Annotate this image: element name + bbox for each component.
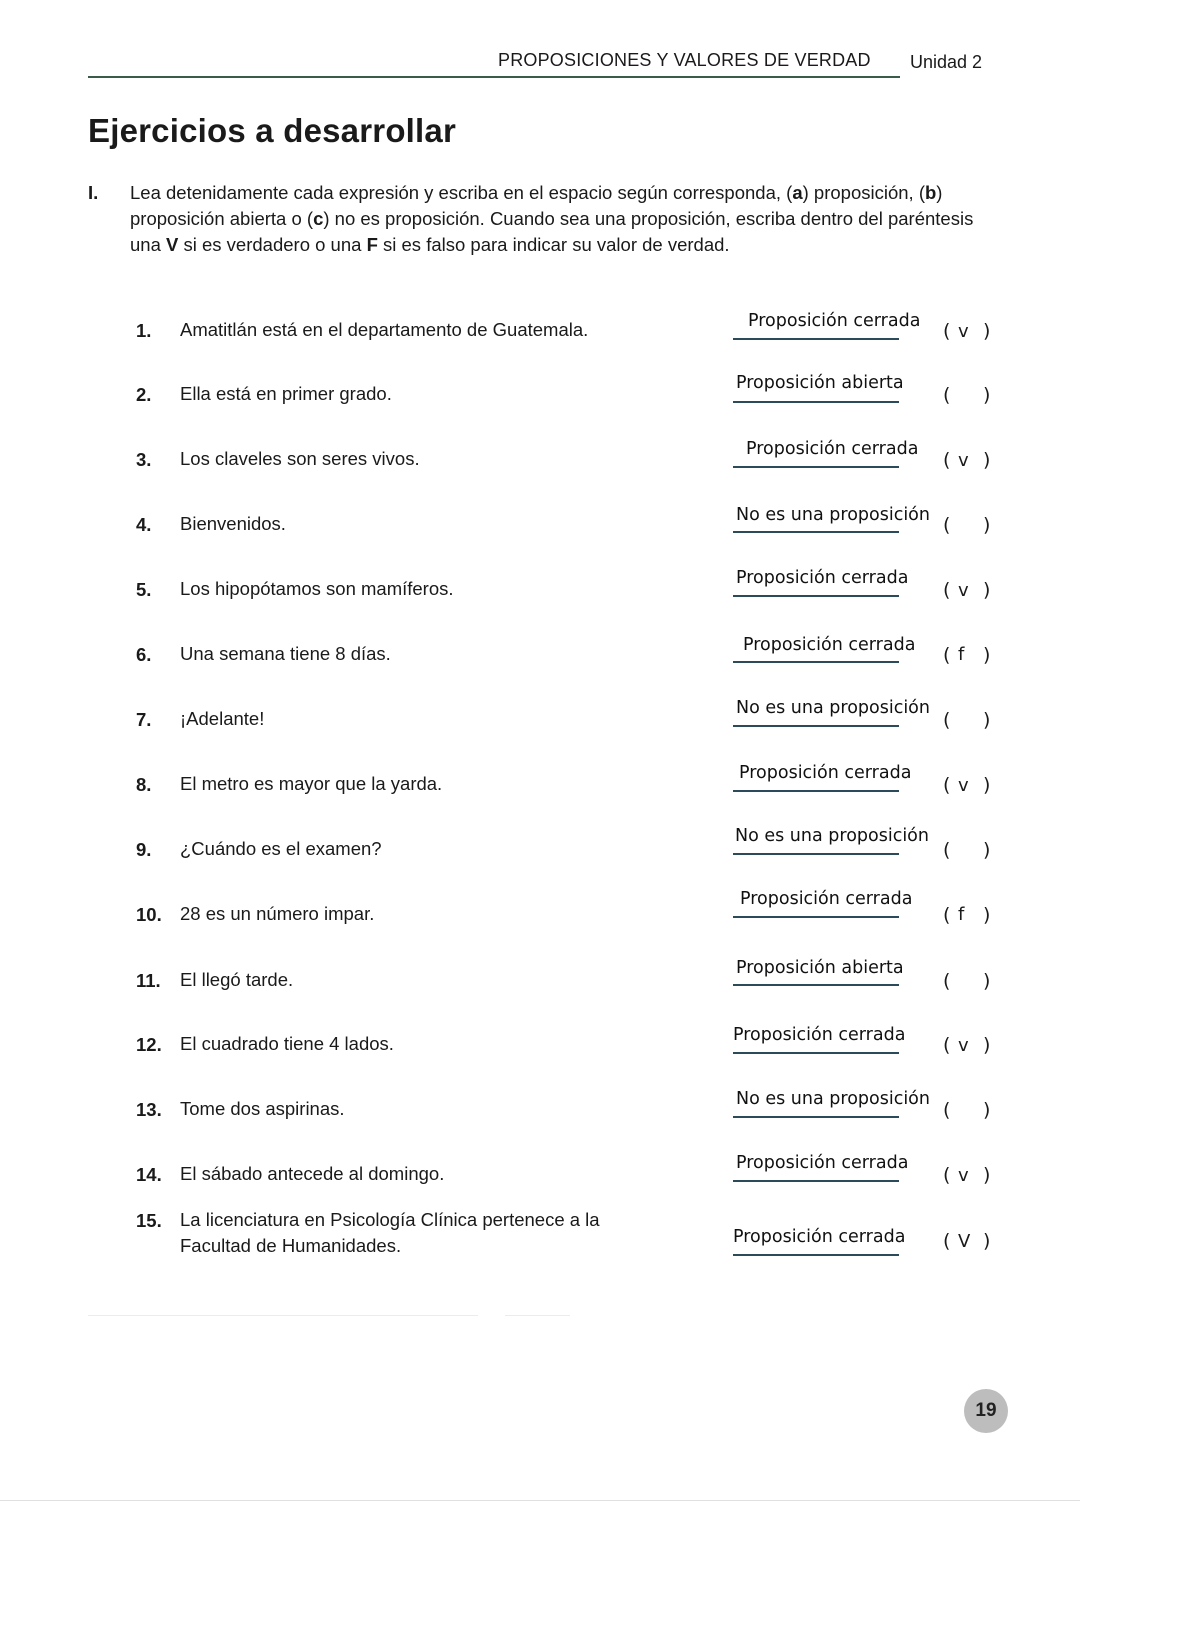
answer-underline: [733, 531, 899, 533]
truth-value-field[interactable]: f: [958, 644, 965, 665]
exercise-item: [0, 698, 1200, 749]
exercise-item: [0, 826, 1200, 879]
paren-open: (: [943, 579, 951, 601]
truth-value-field[interactable]: f: [958, 904, 965, 925]
answer-field[interactable]: Proposición cerrada: [733, 1227, 906, 1247]
truth-value-field[interactable]: v: [958, 450, 969, 471]
item-statement: Ella está en primer grado.: [180, 383, 392, 404]
item-statement: Amatitlán está en el departamento de Guatemala.: [180, 319, 589, 340]
answer-underline: [733, 595, 899, 597]
paren-open: (: [943, 1164, 951, 1186]
truth-value-field[interactable]: v: [958, 321, 969, 342]
item-statement: La licenciatura en Psicología Clínica pertenece a la Facultad de Humanidades.: [180, 1209, 600, 1256]
item-number: 1.: [136, 320, 152, 341]
answer-field[interactable]: Proposición abierta: [736, 373, 904, 393]
truth-value-field[interactable]: v: [958, 1165, 969, 1186]
answer-underline: [733, 1052, 899, 1054]
paren-open: (: [943, 839, 951, 861]
answer-underline: [733, 984, 899, 986]
item-statement: Los claveles son seres vivos.: [180, 448, 420, 469]
paren-close: ): [983, 774, 991, 796]
answer-underline: [733, 1254, 899, 1256]
paren-open: (: [943, 449, 951, 471]
item-number: 3.: [136, 449, 152, 470]
answer-underline: [733, 466, 899, 468]
exercise-item: [0, 568, 1200, 619]
paren-close: ): [983, 970, 991, 992]
exercise-item: [0, 889, 1200, 944]
exercise-item: [0, 1089, 1200, 1139]
paren-close: ): [983, 644, 991, 666]
paren-open: (: [943, 774, 951, 796]
paren-close: ): [983, 449, 991, 471]
answer-underline: [733, 1180, 899, 1182]
answer-field[interactable]: Proposición cerrada: [736, 1153, 909, 1173]
exercise-item: [0, 439, 1200, 489]
paren-open: (: [943, 709, 951, 731]
answer-underline: [733, 916, 899, 918]
page-title: Ejercicios a desarrollar: [88, 112, 457, 149]
instruction-text: Lea detenidamente cada expresión y escriba en el espacio según corresponda, (a) proposición, (b) proposición abierta o (c) no es proposición. Cuando sea una proposición, escriba dentro del paréntesis una V si es verdadero o una F si es falso para indicar su valor de verdad.: [130, 182, 974, 255]
item-statement: El sábado antecede al domingo.: [180, 1163, 445, 1184]
exercise-item: [0, 311, 1200, 360]
answer-underline: [733, 790, 899, 792]
item-statement: El metro es mayor que la yarda.: [180, 773, 443, 794]
exercise-item: [0, 1025, 1200, 1074]
paren-close: ): [983, 384, 991, 406]
answer-field[interactable]: No es una proposición: [735, 826, 929, 846]
paren-open: (: [943, 644, 951, 666]
paren-close: ): [983, 1230, 991, 1252]
truth-value-field[interactable]: v: [958, 775, 969, 796]
paren-close: ): [983, 839, 991, 861]
item-number: 11.: [136, 970, 161, 991]
paren-close: ): [983, 579, 991, 601]
exercise-item: [0, 958, 1200, 1010]
answer-field[interactable]: No es una proposición: [736, 698, 930, 718]
paren-close: ): [983, 1164, 991, 1186]
item-statement: El cuadrado tiene 4 lados.: [180, 1033, 394, 1054]
page-number: 19: [964, 1389, 1008, 1433]
answer-field[interactable]: Proposición cerrada: [740, 889, 913, 909]
item-number: 14.: [136, 1164, 162, 1185]
paren-open: (: [943, 320, 951, 342]
header-unit: Unidad 2: [910, 52, 983, 72]
faint-rule: [88, 1315, 478, 1316]
answer-field[interactable]: Proposición cerrada: [743, 635, 916, 655]
exercise-item: [0, 373, 1200, 424]
answer-field[interactable]: Proposición abierta: [736, 958, 904, 978]
paren-open: (: [943, 904, 951, 926]
answer-field[interactable]: Proposición cerrada: [739, 763, 912, 783]
item-statement: ¡Adelante!: [180, 708, 265, 729]
answer-field[interactable]: Proposición cerrada: [733, 1025, 906, 1045]
truth-value-field[interactable]: v: [958, 580, 969, 601]
faint-rule: [505, 1315, 570, 1316]
item-statement: Bienvenidos.: [180, 513, 286, 534]
paren-open: (: [943, 514, 951, 536]
item-number: 7.: [136, 709, 152, 730]
exercise-item: [0, 505, 1200, 554]
paren-close: ): [983, 514, 991, 536]
paren-open: (: [943, 1230, 951, 1252]
answer-underline: [733, 725, 899, 727]
exercise-item: [0, 1153, 1200, 1204]
item-number: 15.: [136, 1210, 162, 1231]
answer-underline: [733, 853, 899, 855]
item-statement: Tome dos aspirinas.: [180, 1098, 345, 1119]
item-number: 13.: [136, 1099, 162, 1120]
answer-field[interactable]: Proposición cerrada: [748, 311, 921, 331]
page-edge: [0, 1500, 1080, 1501]
answer-underline: [733, 1116, 899, 1118]
item-statement: Una semana tiene 8 días.: [180, 643, 391, 664]
paren-close: ): [983, 1034, 991, 1056]
item-number: 12.: [136, 1034, 162, 1055]
item-number: 6.: [136, 644, 152, 665]
exercise-item: [0, 1210, 1200, 1270]
item-statement: El llegó tarde.: [180, 969, 294, 990]
item-number: 9.: [136, 839, 152, 860]
item-statement: ¿Cuándo es el examen?: [180, 838, 382, 859]
item-number: 10.: [136, 904, 162, 925]
paren-close: ): [983, 904, 991, 926]
paren-close: ): [983, 709, 991, 731]
answer-underline: [733, 401, 899, 403]
exercise-item: [0, 635, 1200, 684]
paren-open: (: [943, 1099, 951, 1121]
item-number: 5.: [136, 579, 152, 600]
answer-underline: [733, 661, 899, 663]
paren-close: ): [983, 320, 991, 342]
section-numeral: I.: [88, 182, 99, 203]
item-number: 8.: [136, 774, 152, 795]
item-statement: Los hipopótamos son mamíferos.: [180, 578, 454, 599]
paren-close: ): [983, 1099, 991, 1121]
paren-open: (: [943, 970, 951, 992]
truth-value-field[interactable]: V: [958, 1231, 971, 1252]
item-number: 4.: [136, 514, 152, 535]
answer-field[interactable]: Proposición cerrada: [746, 439, 919, 459]
paren-open: (: [943, 384, 951, 406]
item-statement: 28 es un número impar.: [180, 903, 375, 924]
exercise-item: [0, 763, 1200, 814]
answer-field[interactable]: No es una proposición: [736, 505, 930, 525]
answer-field[interactable]: Proposición cerrada: [736, 568, 909, 588]
item-number: 2.: [136, 384, 152, 405]
header-title: PROPOSICIONES Y VALORES DE VERDAD: [498, 50, 871, 70]
answer-underline: [733, 338, 899, 340]
paren-open: (: [943, 1034, 951, 1056]
answer-field[interactable]: No es una proposición: [736, 1089, 930, 1109]
truth-value-field[interactable]: v: [958, 1035, 969, 1056]
